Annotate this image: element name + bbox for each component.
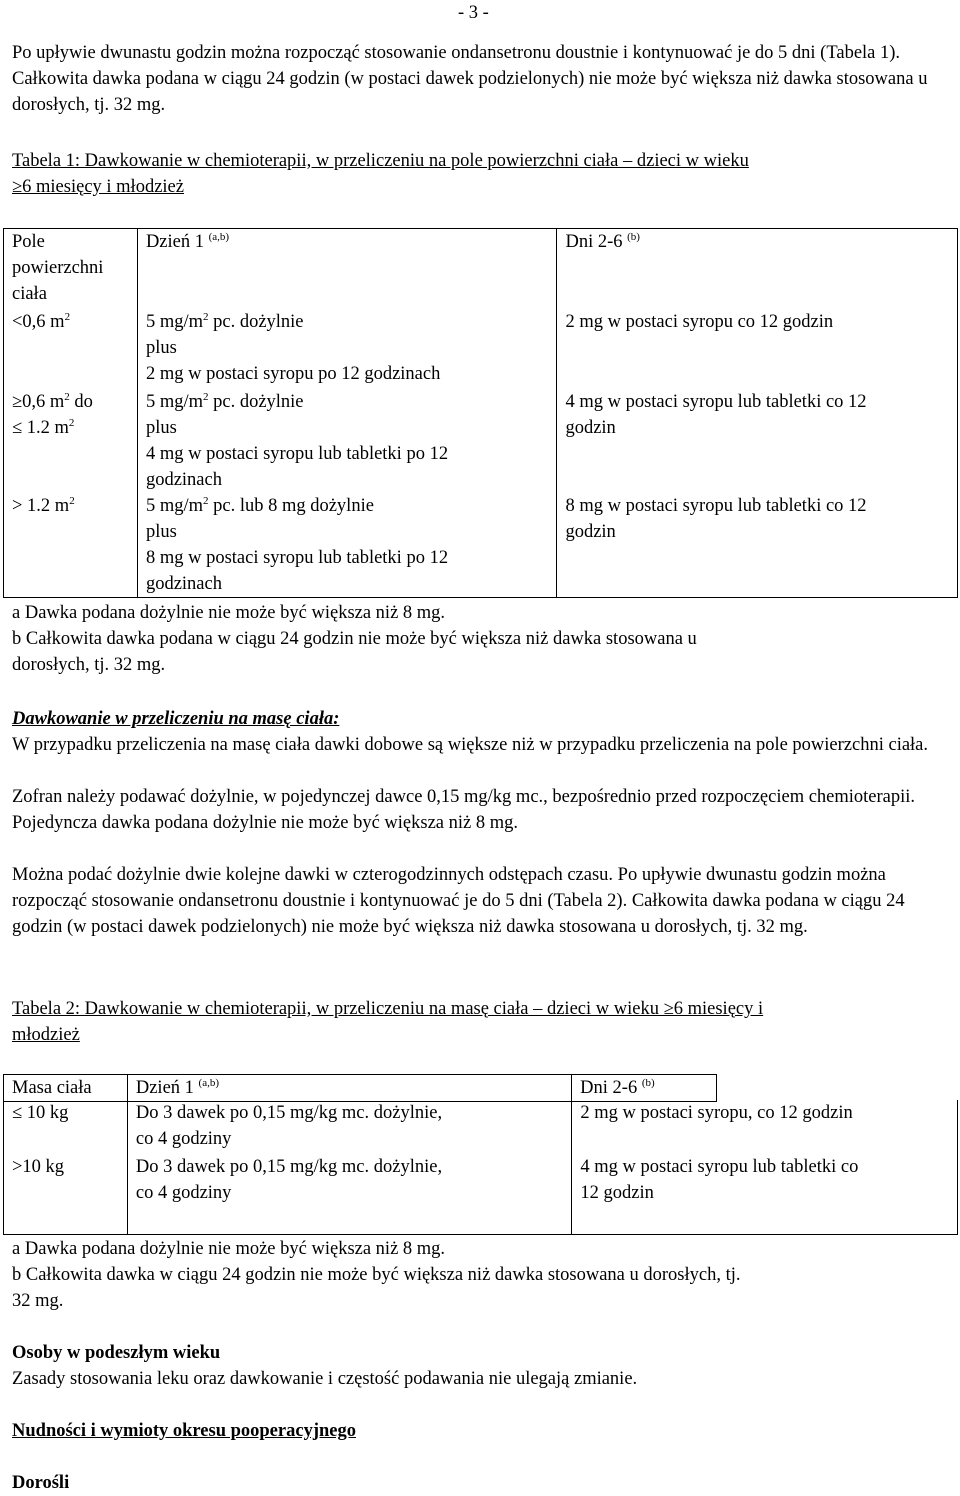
table1-note-b-line1: b Całkowita dawka podana w ciągu 24 godzin nie może być większa niż dawka stosowana u	[12, 629, 697, 649]
table1-header-days26: Dni 2-6 $^{(b)}$	[557, 229, 958, 309]
table1-caption	[12, 148, 942, 200]
table2-note-b-line1: b Całkowita dawka w ciągu 24 godzin nie może być większa niż dawka stosowana u dorosłych, tj.	[12, 1265, 741, 1285]
table2-weight-cell: >10 kg	[4, 1154, 128, 1234]
table-row	[4, 1100, 958, 1154]
page-number: - 3 -	[458, 3, 489, 23]
table1-days26-cell: 2 mg w postaci syropu co 12 godzin	[557, 309, 958, 389]
ponv-heading: Nudności i wymioty okresu pooperacyjnego	[12, 1421, 356, 1441]
table1-bsa-cell: > 1.2 $m^2$	[4, 493, 138, 598]
table2	[3, 1074, 717, 1102]
table2-note-a: a Dawka podana dożylnie nie może być większa niż 8 mg.	[12, 1239, 446, 1259]
table2-day1-cell: Do 3 dawek po 0,15 mg/kg mc. dożylnie, co 4 godziny	[127, 1100, 572, 1154]
table2-header-days26: Dni 2-6 $^{(b)}$	[572, 1075, 717, 1102]
elderly-heading: Osoby w podeszłym wieku	[12, 1343, 221, 1363]
table-row	[4, 1154, 958, 1234]
table2-caption-line1: Tabela 2: Dawkowanie w chemioterapii, w przeliczeniu na masę ciała – dzieci w wieku ≥6 miesięcy i	[12, 999, 764, 1019]
table2-header-day1: Dzień 1 $^{(a,b)}$	[127, 1075, 571, 1102]
table1-footnotes	[12, 600, 942, 678]
table2-days26-cell: 4 mg w postaci syropu lub tabletki co 12 godzin	[572, 1154, 958, 1234]
table-row	[4, 309, 958, 389]
table1-day1-cell: 5 $mg/m^2$ pc. dożylnie plus 4 mg w postaci syropu lub tabletki po 12 godzinach	[137, 389, 557, 493]
table-row	[4, 493, 958, 598]
table2-header-row	[4, 1075, 717, 1102]
weight-dosing-paragraph-2: Zofran należy podawać dożylnie, w pojedynczej dawce 0,15 mg/kg mc., bezpośrednio przed rozpoczęciem chemioterapii. Pojedyncza dawka podana dożylnie nie może być większa niż 8 mg.	[12, 787, 916, 833]
table2-caption	[12, 996, 942, 1048]
table1-bsa-cell: <0,6 $m^2$	[4, 309, 138, 389]
table1-day1-cell: 5 $mg/m^2$ pc. dożylnie plus 2 mg w postaci syropu po 12 godzinach	[137, 309, 557, 389]
table1-days26-cell: 8 mg w postaci syropu lub tabletki co 12 godzin	[557, 493, 958, 598]
adults-heading: Dorośli	[12, 1473, 70, 1493]
weight-dosing-heading: Dawkowanie w przeliczeniu na masę ciała:	[12, 709, 340, 729]
table2-note-b-line2: 32 mg.	[12, 1291, 64, 1311]
intro-paragraph: Po upływie dwunastu godzin można rozpocząć stosowanie ondansetronu doustnie i kontynuować je do 5 dni (Tabela 1). Całkowita dawka podana w ciągu 24 godzin (w postaci dawek podzielonych) nie może być większa niż dawka stosowana u dorosłych, tj. 32 mg.	[12, 43, 928, 115]
table1-caption-line2: ≥6 miesięcy i młodzież	[12, 177, 184, 197]
table1-header-day1: Dzień 1 $^{(a,b)}$	[137, 229, 557, 309]
table2-footnotes	[12, 1236, 942, 1314]
table2-weight-cell: ≤ 10 kg	[4, 1100, 128, 1154]
table-row	[4, 389, 958, 493]
table1-days26-cell: 4 mg w postaci syropu lub tabletki co 12 godzin	[557, 389, 958, 493]
table1-header-bsa: Pole powierzchni ciała	[4, 229, 138, 309]
elderly-text: Zasady stosowania leku oraz dawkowanie i częstość podawania nie ulegają zmianie.	[12, 1369, 638, 1389]
table1-note-b-line2: dorosłych, tj. 32 mg.	[12, 655, 166, 675]
table2-header-weight: Masa ciała	[4, 1075, 128, 1102]
table2-body	[3, 1100, 958, 1235]
table1-bsa-cell: ≥0,6 $m^2$ do ≤ 1.2 $m^2$	[4, 389, 138, 493]
weight-dosing-paragraph-3: Można podać dożylnie dwie kolejne dawki w czterogodzinnych odstępach czasu. Po upływie dwunastu godzin można rozpocząć stosowanie ondansetronu doustnie i kontynuować je do 5 dni (Tabela 2). Całkowita dawka podana w ciągu 24 godzin (w postaci dawek podzielonych) nie może być większa niż dawka stosowana u dorosłych, tj. 32 mg.	[12, 865, 905, 937]
table2-day1-cell: Do 3 dawek po 0,15 mg/kg mc. dożylnie, co 4 godziny	[127, 1154, 572, 1234]
table1-header-row	[4, 229, 958, 309]
table1-day1-cell: 5 $mg/m^2$ pc. lub 8 mg dożylnie plus 8 mg w postaci syropu lub tabletki po 12 godzinach	[137, 493, 557, 598]
table1-caption-line1: Tabela 1: Dawkowanie w chemioterapii, w przeliczeniu na pole powierzchni ciała – dzieci w wieku	[12, 151, 749, 171]
table1	[3, 228, 958, 598]
weight-dosing-paragraph-1: W przypadku przeliczenia na masę ciała dawki dobowe są większe niż w przypadku przeliczenia na pole powierzchni ciała.	[12, 735, 929, 755]
table2-caption-line2: młodzież	[12, 1025, 80, 1045]
table2-days26-cell: 2 mg w postaci syropu, co 12 godzin	[572, 1100, 958, 1154]
table1-note-a: a Dawka podana dożylnie nie może być większa niż 8 mg.	[12, 603, 446, 623]
